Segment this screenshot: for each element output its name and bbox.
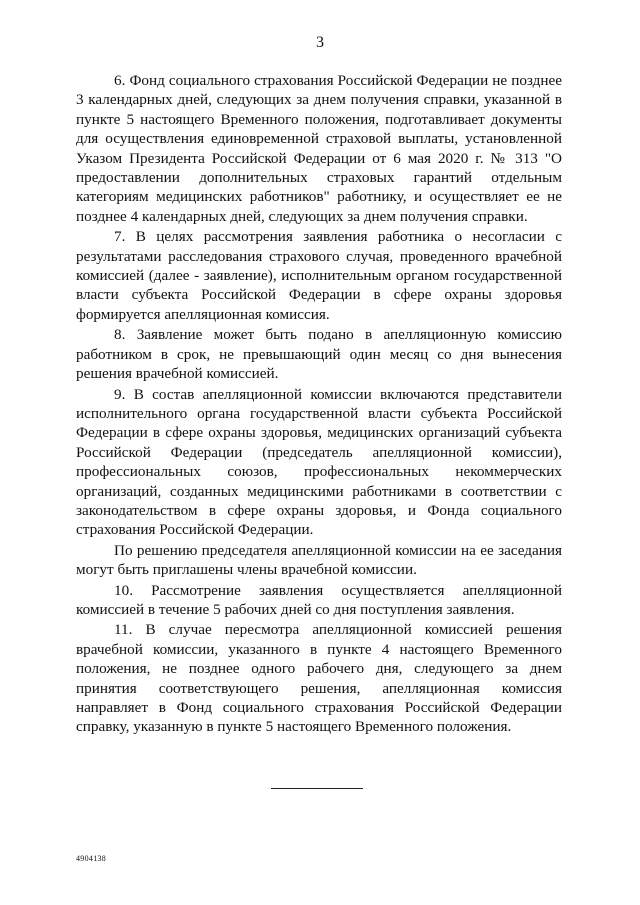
paragraph-8: 8. Заявление может быть подано в апелляционную комиссию работником в срок, не превышающий один месяц со дня вынесения решения врачебной комиссией.	[76, 326, 562, 383]
paragraph-7: 7. В целях рассмотрения заявления работника о несогласии с результатами расследования страхового случая, проведенного врачебной комиссией (далее - заявление), исполнительным органом государственной власти субъекта Российской Федерации в сфере охраны здоровья формируется апелляционная комиссия.	[76, 228, 562, 323]
paragraph-9: 9. В состав апелляционной комиссии включаются представители исполнительного органа государственной власти субъекта Российской Федерации в сфере охраны здоровья, медицинских организаций субъекта Российской Федерации (председатель апелляционной комиссии), профессиональных союзов, профессиональных некоммерческих организаций, созданных медицинскими работниками в соответствии с законодательством в сфере охраны здоровья, и Фонда социального страхования Российской Федерации.	[76, 385, 562, 539]
paragraph-9-continuation: По решению председателя апелляционной комиссии на ее заседания могут быть приглашены члены врачебной комиссии.	[76, 541, 562, 579]
document-code: 4904138	[76, 854, 107, 863]
paragraph-11: 11. В случае пересмотра апелляционной комиссией решения врачебной комиссии, указанного в пункте 4 настоящего Временного положения, не позднее одного рабочего дня, следующего за днем принятия соответствующего решения, апелляционная комиссия направляет в Фонд социального страхования Российской Федерации справку, указанную в пункте 5 настоящего Временного положения.	[76, 621, 562, 736]
document-body	[76, 71, 562, 737]
end-separator-line	[271, 788, 363, 789]
paragraph-10: 10. Рассмотрение заявления осуществляется апелляционной комиссией в течение 5 рабочих дней со дня поступления заявления.	[76, 581, 562, 618]
page-number: 3	[316, 34, 324, 51]
paragraph-6: 6. Фонд социального страхования Российской Федерации не позднее 3 календарных дней, следующих за днем получения справки, указанной в пункте 5 настоящего Временного положения, подготавливает документы для осуществления единовременной страховой выплаты, установленной Указом Президента Российской Федерации от 6 мая 2020 г. № 313 "О предоставлении дополнительных страховых гарантий отдельным категориям медицинских работников" работнику, и осуществляет ее не позднее 4 календарных дней, следующих за днем получения справки.	[76, 72, 562, 225]
